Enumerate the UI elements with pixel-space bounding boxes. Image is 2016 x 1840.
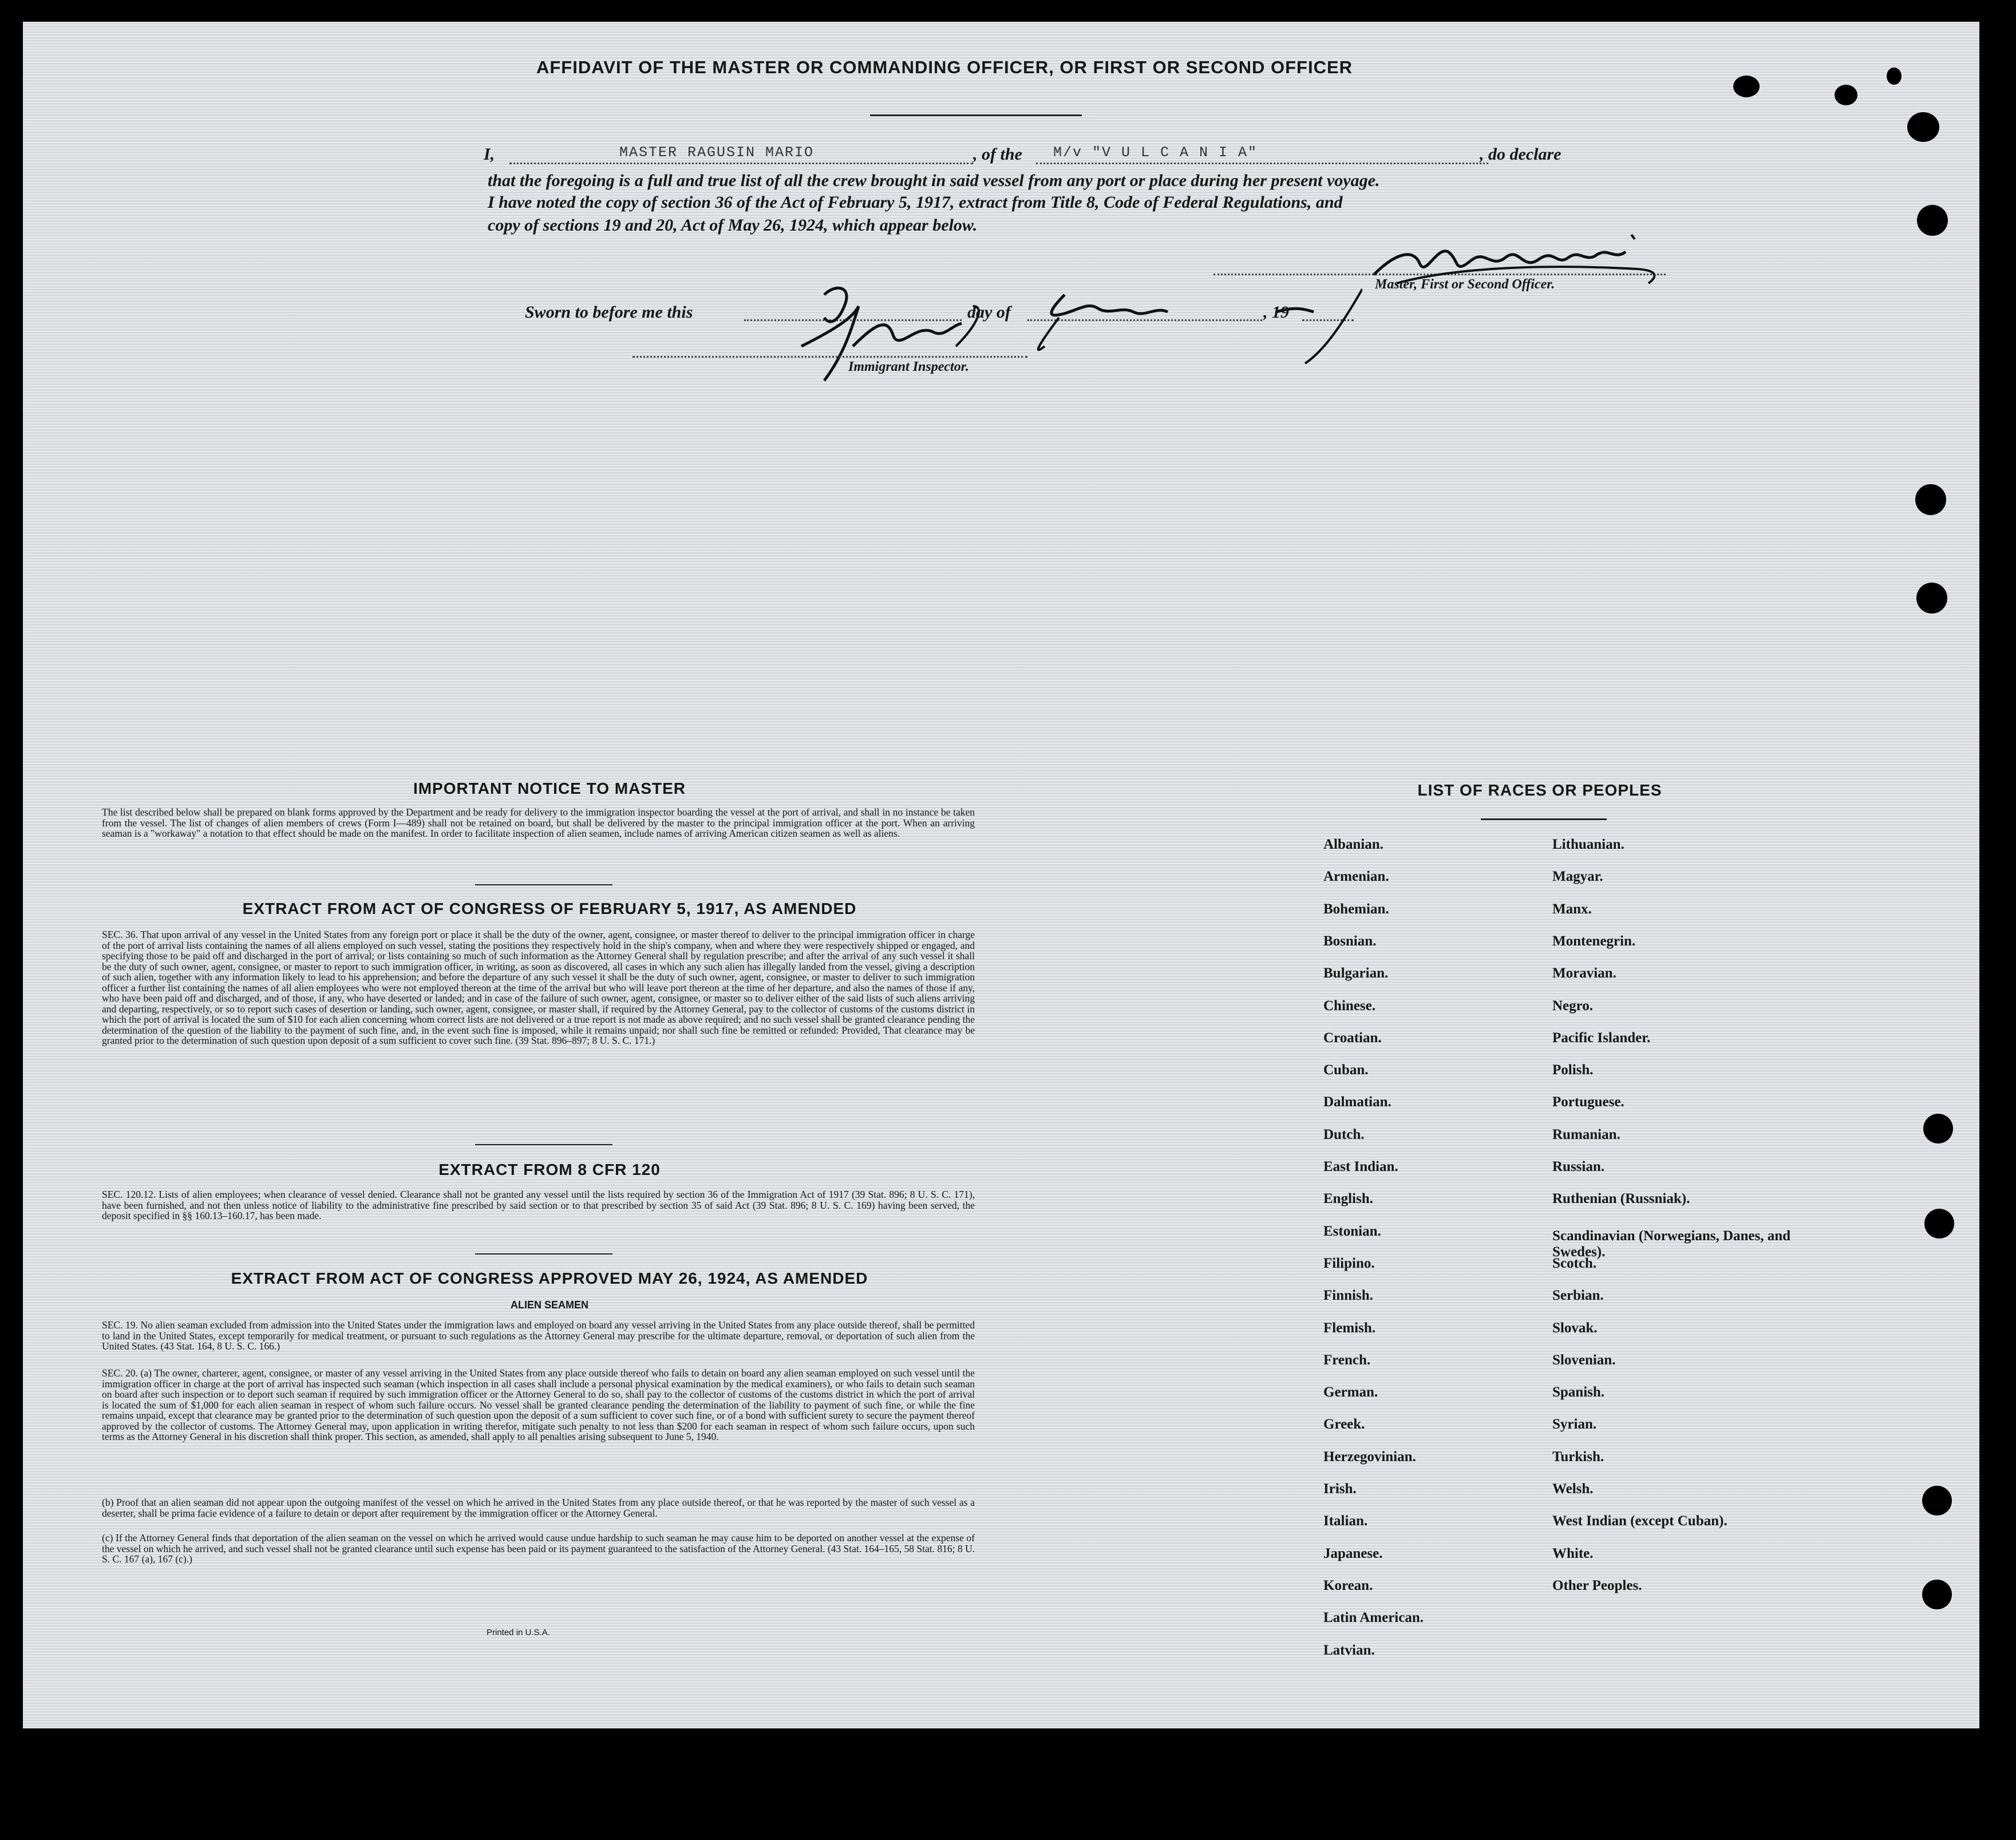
race-item: Serbian. xyxy=(1552,1288,1604,1304)
inspector-label: Immigrant Inspector. xyxy=(848,359,969,374)
binder-hole xyxy=(1923,1114,1953,1143)
race-item: Russian. xyxy=(1552,1159,1605,1174)
race-item: Armenian. xyxy=(1323,869,1389,885)
do-declare-label: , do declare xyxy=(1480,145,1562,164)
binder-hole xyxy=(1917,205,1948,236)
race-item: Other Peoples. xyxy=(1552,1577,1642,1593)
binder-hole xyxy=(1733,76,1760,97)
race-item: Rumanian. xyxy=(1552,1126,1620,1142)
alien-seamen-subheading: ALIEN SEAMEN xyxy=(510,1299,588,1311)
extract-1917-heading: EXTRACT FROM ACT OF CONGRESS OF FEBRUARY 5, 1917, AS AMENDED xyxy=(242,900,857,917)
inspector-signature-line xyxy=(633,356,1027,358)
notice-text: The list described below shall be prepared on blank forms approved by the Department and be ready for delivery to the immigration inspector boarding the vessel at the port of arrival, and shall in no instance be taken from the vessel. The list of changes of alien members of crews (Form I—489) shall not be retained on board, but shall be delivered by the master to the principal immigration officer at the port. When an arriving seaman is a "workaway" a notation to that effect should be made on the manifest. In order to facilitate inspection of alien seamen, include names of arriving American citizen seamen as well as aliens. xyxy=(102,806,975,839)
divider xyxy=(475,1144,612,1145)
race-item: Negro. xyxy=(1552,998,1594,1014)
race-item: Manx. xyxy=(1552,901,1592,917)
binder-hole xyxy=(1916,583,1947,614)
binder-hole xyxy=(1922,1486,1952,1515)
affidavit-title: AFFIDAVIT OF THE MASTER OR COMMANDING OFFICER, OR FIRST OR SECOND OFFICER xyxy=(536,57,1353,77)
divider xyxy=(475,884,612,885)
race-item: Flemish. xyxy=(1323,1320,1375,1336)
race-item: Greek. xyxy=(1323,1416,1365,1433)
race-item: Ruthenian (Russniak). xyxy=(1552,1191,1690,1207)
inspector-signature-icon xyxy=(790,283,1362,398)
race-item: White. xyxy=(1552,1545,1594,1561)
title-underline xyxy=(870,114,1082,116)
binder-hole xyxy=(1915,484,1946,515)
sworn-label: Sworn to before me this xyxy=(525,303,693,322)
day-of-label: day of xyxy=(967,303,1011,322)
race-item: Japanese. xyxy=(1323,1545,1383,1561)
race-item: Montenegrin. xyxy=(1552,933,1636,949)
race-item: Croatian. xyxy=(1323,1030,1382,1046)
race-item: Albanian. xyxy=(1323,837,1383,852)
race-item: French. xyxy=(1323,1352,1371,1368)
binder-hole xyxy=(1835,85,1857,105)
binder-hole xyxy=(1922,1580,1952,1609)
race-item: Bosnian. xyxy=(1323,933,1377,949)
binder-hole xyxy=(1924,1209,1954,1238)
race-item: Slovenian. xyxy=(1552,1352,1616,1368)
race-item: Pacific Islander. xyxy=(1552,1030,1651,1046)
binder-hole xyxy=(1887,68,1902,85)
race-item: West Indian (except Cuban). xyxy=(1552,1513,1728,1529)
master-name-line xyxy=(509,163,973,164)
race-item: Moravian. xyxy=(1552,965,1616,982)
divider xyxy=(475,1253,612,1255)
of-the-label: , of the xyxy=(973,145,1022,164)
race-item: Chinese. xyxy=(1323,998,1375,1014)
sec-20c-text: (c) If the Attorney General finds that deportation of the alien seaman on the vessel on which he arrived would cause undue hardship to such seaman he may cause him to be deported on another vessel at the expense of the vessel on which he arrived, and such vessel shall not be granted clearance until such expense has been paid or its payment guaranteed to the satisfaction of the Attorney General. (43 Stat. 164–165, 58 Stat. 816; 8 U. S. C. 167 (a), 167 (c).) xyxy=(102,1532,975,1565)
vessel-field[interactable]: M/v "V U L C A N I A" xyxy=(1053,144,1258,161)
declaration-line-3: copy of sections 19 and 20, Act of May 26, 1924, which appear below. xyxy=(488,216,978,235)
document-sheet xyxy=(23,22,1979,1728)
race-item: Spanish. xyxy=(1552,1384,1605,1400)
race-item: Portuguese. xyxy=(1552,1094,1624,1110)
declaration-line-2: I have noted the copy of section 36 of the Act of February 5, 1917, extract from Title 8, Code of Federal Regulations, and xyxy=(488,193,1343,212)
races-heading-underline xyxy=(1481,818,1607,820)
extract-1924-heading: EXTRACT FROM ACT OF CONGRESS APPROVED MAY 26, 1924, AS AMENDED xyxy=(231,1269,868,1287)
race-item: Welsh. xyxy=(1552,1481,1594,1497)
race-item: Herzegovinian. xyxy=(1323,1449,1416,1465)
extract-cfr-text: SEC. 120.12. Lists of alien employees; when clearance of vessel denied. Clearance shall not be granted any vessel until the lists required by section 36 of the Immigration Act of 1917 (39 Stat. 896; 8 U. S. C. 171), have been furnished, and not then unless notice of liability to the administrative fine prescribed by said section or to that prescribed by section 35 of said Act (39 Stat. 896; 8 U. S. C. 169) having been served, the deposit specified in §§ 160.13–160.17, has been made. xyxy=(102,1189,975,1221)
race-item: Dutch. xyxy=(1323,1126,1365,1142)
race-item: East Indian. xyxy=(1323,1159,1398,1174)
i-label: I, xyxy=(484,145,495,164)
vessel-line xyxy=(1036,163,1488,164)
master-name-field[interactable]: MASTER RAGUSIN MARIO xyxy=(619,144,815,161)
race-item: Scotch. xyxy=(1552,1255,1597,1271)
race-item: Syrian. xyxy=(1552,1416,1597,1433)
race-item: German. xyxy=(1323,1384,1378,1400)
race-item: Irish. xyxy=(1323,1481,1357,1497)
extract-1917-text: SEC. 36. That upon arrival of any vessel in the United States from any foreign port or place it shall be the duty of the owner, agent, consignee, or master thereof to deliver to the principal immigration officer in charge of the port of arrival lists containing the names of all aliens employed on such vessel, stating the positions they respectively hold in the ship's company, when and where they were respectively shipped or engaged, and specifying those to be paid off and discharged in the port of arrival; or lists containing so much of such information as the Attorney General shall by regulation prescribe; and after the arrival of any such vessel it shall be the duty of such owner, agent, consignee, or master to report to such immigration officer, in writing, as soon as discovered, all cases in which any such alien has illegally landed from the vessel, giving a description of such alien, together with any information likely to lead to his apprehension; and before the departure of any such vessel it shall be the duty of such owner, agent, consignee, or master to deliver to such immigration officer a further list containing the names of all alien employees who were not employed thereon at the time of the arrival but who will leave port thereon at the time of her departure, and also the names of those if any, who have been paid off and discharged, and of those, if any, who have deserted or landed; and in case of the failure of such owner, agent, consignee, or master so to deliver either of the said lists of such aliens arriving and departing, respectively, or so to report such cases of desertion or landing, such owner, agent, consignee, or master shall, if required by the Attorney General, pay to the collector of customs of the customs district in which the port of arrival is located the sum of $10 for each alien concerning whom correct lists are not delivered or a true report is not made as above required; and no such vessel shall be granted clearance pending the determination of the question of the liability to the payment of such fine, and, in the event such fine is imposed, while it remains unpaid; nor shall such fine be remitted or refunded: Provided, That clearance may be granted prior to the determination of such question upon deposit of a sum sufficient to cover such fine. (39 Stat. 896–897; 8 U. S. C. 171.) xyxy=(102,929,975,1046)
race-item: Italian. xyxy=(1323,1513,1368,1529)
race-item: Dalmatian. xyxy=(1323,1094,1392,1110)
race-item: Cuban. xyxy=(1323,1062,1369,1078)
sec-20b-text: (b) Proof that an alien seaman did not appear upon the outgoing manifest of the vessel on which he arrived in the United States from any place outside thereof, or that he was reported by the master of such vessel as a deserter, shall be prima facie evidence of a failure to detain or deport after requirement by the immigration officer or the Attorney General. xyxy=(102,1497,975,1519)
race-item: Polish. xyxy=(1552,1062,1594,1078)
declaration-line-1: that the foregoing is a full and true list of all the crew brought in said vessel from any port or place during her present voyage. xyxy=(488,171,1380,190)
year-prefix-label: , 19 xyxy=(1263,303,1289,322)
printed-in-usa: Printed in U.S.A. xyxy=(487,1628,550,1637)
officer-label: Master, First or Second Officer. xyxy=(1375,277,1555,292)
race-item: Korean. xyxy=(1323,1577,1373,1593)
sec-19-text: SEC. 19. No alien seaman excluded from admission into the United States under the immigration laws and employed on board any vessel arriving in the United States from any place outside thereof, shall be permitted to land in the United States, except temporarily for medical treatment, or pursuant to such regulations as the Attorney General may prescribe for the ultimate departure, removal, or deportation of such alien from the United States. (43 Stat. 164, 8 U. S. C. 166.) xyxy=(102,1319,975,1352)
race-item: Latvian. xyxy=(1323,1642,1375,1658)
race-item: English. xyxy=(1323,1191,1373,1207)
binder-hole xyxy=(1907,112,1939,142)
race-item: Magyar. xyxy=(1552,869,1603,885)
race-item: Latin American. xyxy=(1323,1610,1424,1626)
race-item: Slovak. xyxy=(1552,1320,1598,1336)
race-item: Scandinavian (Norwegians, Danes, and Swedes). xyxy=(1552,1228,1791,1260)
race-item: Lithuanian. xyxy=(1552,837,1624,852)
race-item: Filipino. xyxy=(1323,1255,1375,1271)
races-heading: LIST OF RACES OR PEOPLES xyxy=(1417,781,1662,799)
race-item: Estonian. xyxy=(1323,1223,1381,1239)
race-item: Bulgarian. xyxy=(1323,965,1389,982)
extract-cfr-heading: EXTRACT FROM 8 CFR 120 xyxy=(438,1161,661,1178)
sec-20a-text: SEC. 20. (a) The owner, charterer, agent, consignee, or master of any vessel arriving in the United States from any place outside thereof who fails to detain on board any alien seaman employed on such vessel until the immigration officer in charge at the port of arrival has inspected such seaman (which inspection in all cases shall include a personal physical examination by the medical examiners), or who fails to detain such seaman on board after such inspection or to deport such seaman if required by such immigration officer or the Attorney General to do so, shall pay to the collector of customs of the customs district in which the port of arrival is located the sum of $1,000 for each alien seaman in respect of whom such failure occurs. No vessel shall be granted clearance pending the determination of the liability to payment of such fine, or while the fine remains unpaid, except that clearance may be granted prior to the determination of such question upon the deposit of a sum sufficient to cover such fine, or of a bond with sufficient surety to secure the payment thereof approved by the collector of customs. The Attorney General may, upon application in writing therefor, mitigate such penalty to not less than $200 for each seaman in respect of whom such failure occurs, upon such terms as the Attorney General in his discretion shall think proper. This section, as amended, shall apply to all penalties arising subsequent to June 5, 1940. xyxy=(102,1367,975,1442)
race-item: Turkish. xyxy=(1552,1449,1604,1465)
race-item: Finnish. xyxy=(1323,1288,1373,1304)
notice-heading: IMPORTANT NOTICE TO MASTER xyxy=(413,779,686,797)
race-item: Bohemian. xyxy=(1323,901,1389,917)
